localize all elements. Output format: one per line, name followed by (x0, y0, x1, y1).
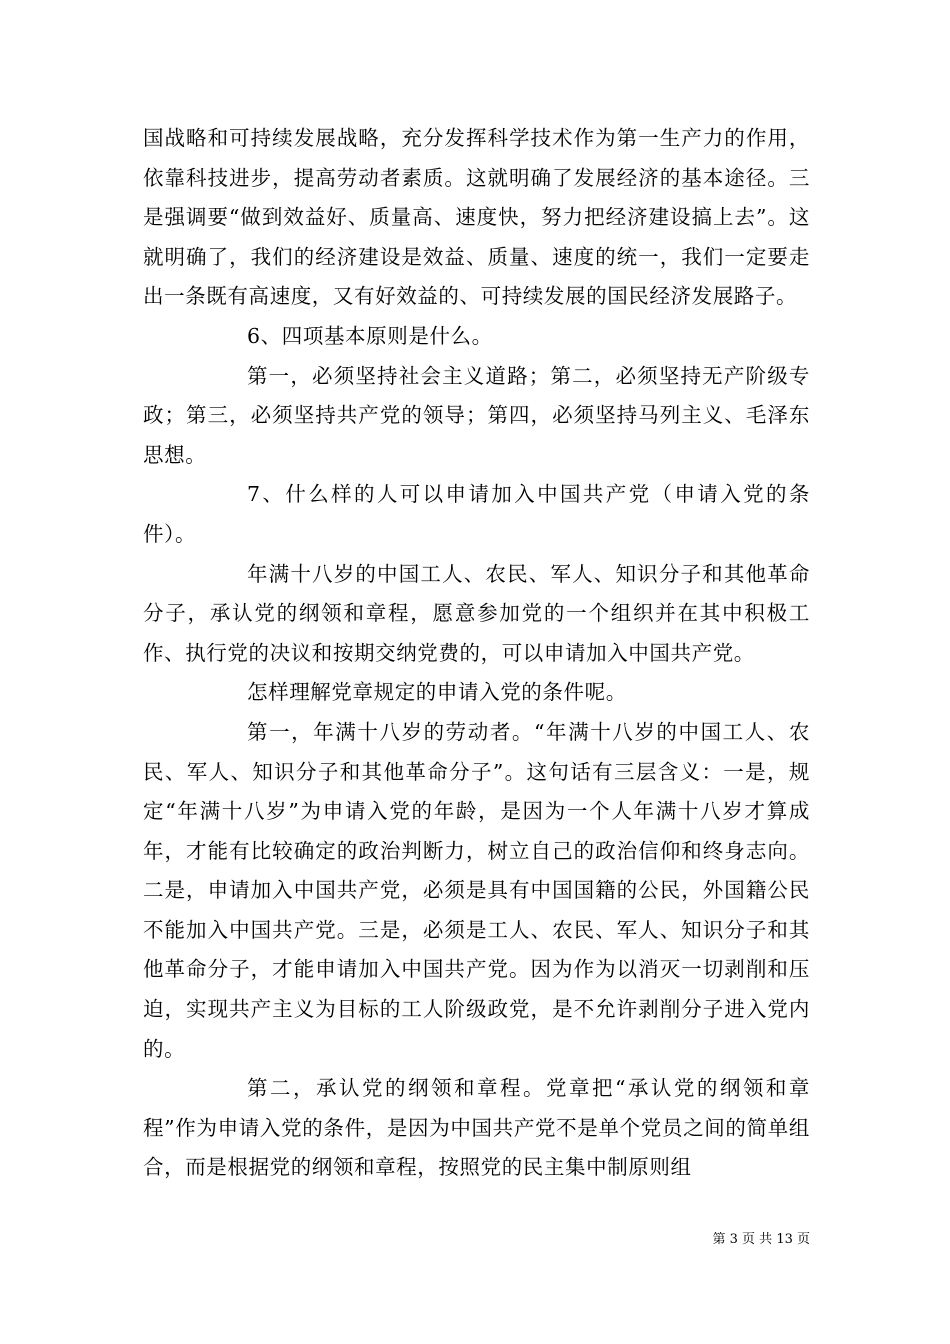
heading-item-7: 7、什么样的人可以申请加入中国共产党（申请入党的条件）。 (143, 482, 810, 546)
heading-item-6: 6、四项基本原则是什么。 (247, 323, 493, 348)
paragraph-first-condition: 第一，年满十八岁的劳动者。“年满十八岁的中国工人、农民、军人、知识分子和其他革命分子”。这句话有三层含义：一是，规定“年满十八岁”为申请入党的年龄，是因为一个人年满十八岁才算成年，才能有比较确定的政治判断力，树立自己的政治信仰和终身志向。二是，申请加入中国共产党，必须是具有中国国籍的公民，外国籍公民不能加入中国共产党。三是，必须是工人、农民、军人、知识分子和其他革命分子，才能申请加入中国共产党。因为作为以消灭一切剥削和压迫，实现共产主义为目标的工人阶级政党，是不允许剥削分子进入党内的。 (143, 719, 810, 1061)
document-body (143, 119, 810, 1188)
paragraph-membership-conditions: 年满十八岁的中国工人、农民、军人、知识分子和其他革命分子，承认党的纲领和章程，愿意参加党的一个组织并在其中积极工作、执行党的决议和按期交纳党费的，可以申请加入中国共产党。 (143, 561, 810, 665)
paragraph-continuation: 国战略和可持续发展战略，充分发挥科学技术作为第一生产力的作用，依靠科技进步，提高劳动者素质。这就明确了发展经济的基本途径。三是强调要“做到效益好、质量高、速度快，努力把经济建设搞上去”。这就明确了，我们的经济建设是效益、质量、速度的统一，我们一定要走出一条既有高速度，又有好效益的、可持续发展的国民经济发展路子。 (143, 126, 810, 309)
paragraph-four-principles: 第一，必须坚持社会主义道路；第二，必须坚持无产阶级专政；第三，必须坚持共产党的领导；第四，必须坚持马列主义、毛泽东思想。 (143, 363, 810, 467)
paragraph-question: 怎样理解党章规定的申请入党的条件呢。 (247, 680, 627, 705)
paragraph-second-condition: 第二，承认党的纲领和章程。党章把“承认党的纲领和章程”作为申请入党的条件，是因为中国共产党不是单个党员之间的简单组合，而是根据党的纲领和章程，按照党的民主集中制原则组 (143, 1076, 810, 1180)
page-number: 第 3 页 共 13 页 (712, 1232, 810, 1247)
